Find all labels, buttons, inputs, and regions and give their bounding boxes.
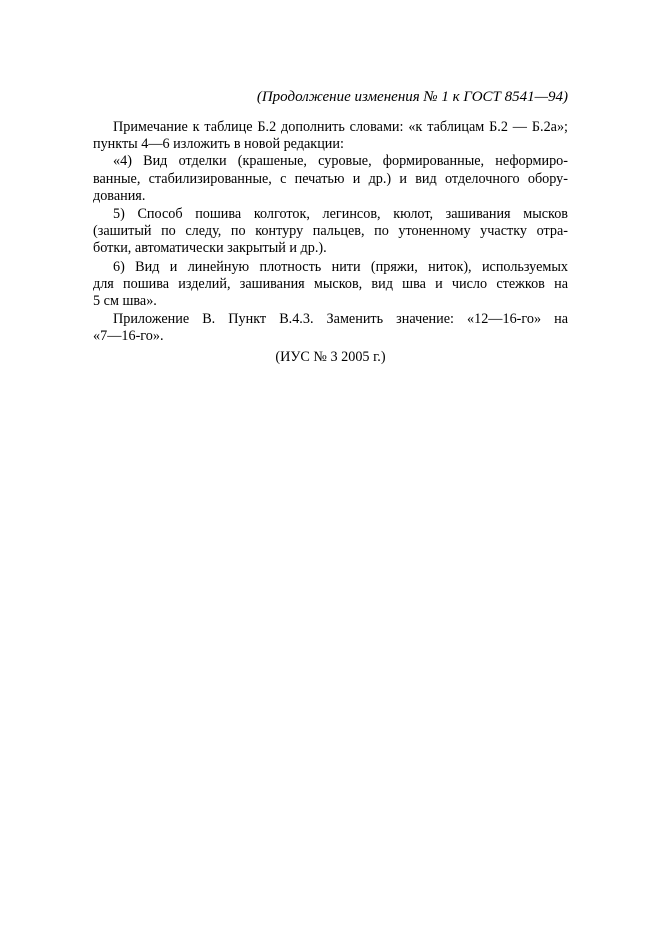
- document-body: [93, 119, 568, 345]
- text-line: 5) Способ пошива колготок, легинсов, кюлот, зашивания мысков: [113, 205, 568, 222]
- text-line: 6) Вид и линейную плотность нити (пряжи, ниток), используемых: [113, 258, 568, 275]
- text-line: Примечание к таблице Б.2 дополнить словами: «к таблицам Б.2 — Б.2а»;: [113, 119, 568, 135]
- text-line: дования.: [93, 187, 146, 204]
- text-line: 5 см шва».: [93, 292, 157, 309]
- page-header: (Продолжение изменения № 1 к ГОСТ 8541—94): [256, 89, 568, 105]
- text-line: ванные, стабилизированные, с печатью и др.) и вид отделочного обору-: [93, 170, 568, 187]
- text-line: «7—16-го».: [93, 328, 164, 345]
- text-line: (зашитый по следу, по контуру пальцев, по утоненному участку отра-: [93, 223, 568, 240]
- text-line: ботки, автоматически закрытый и др.).: [93, 240, 327, 257]
- text-line: Приложение В. Пункт В.4.3. Заменить значение: «12—16-го» на: [113, 311, 568, 328]
- text-line: пункты 4—6 изложить в новой редакции:: [93, 136, 344, 153]
- text-line: «4) Вид отделки (крашеные, суровые, формированные, неформиро-: [113, 153, 568, 170]
- text-line: для пошива изделий, зашивания мысков, вид шва и число стежков на: [93, 275, 568, 292]
- source-reference: (ИУС № 3 2005 г.): [275, 349, 386, 365]
